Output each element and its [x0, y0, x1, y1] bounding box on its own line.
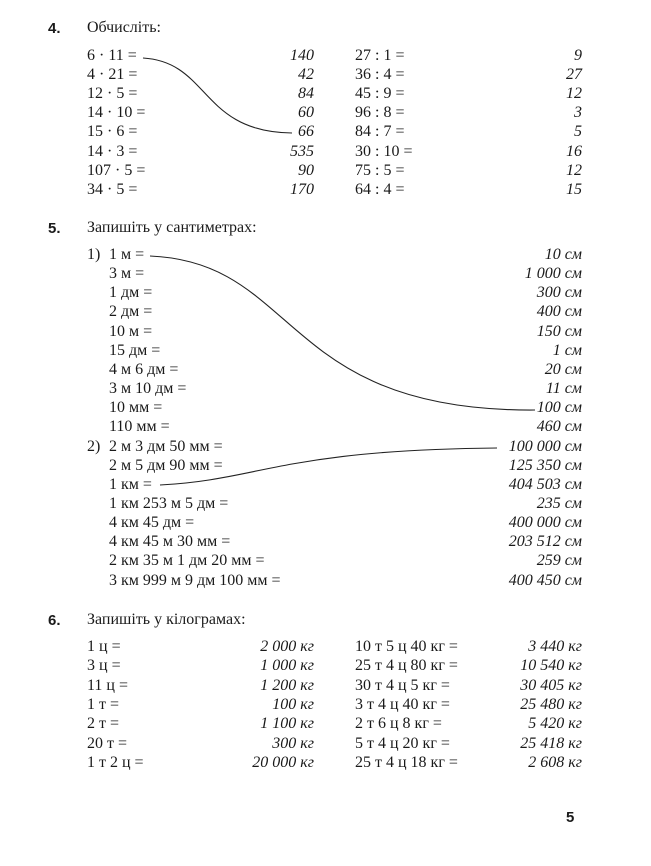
expression: 10 мм =	[109, 399, 163, 417]
answer: 9	[574, 47, 582, 64]
answer: 5 420 кг	[528, 715, 582, 733]
answer: 203 512 см	[508, 533, 582, 551]
expression: 15 дм =	[109, 341, 161, 359]
expression: 1 т =	[87, 695, 120, 713]
expression: 12 · 5 =	[87, 85, 138, 103]
expression: 2 т =	[87, 715, 120, 733]
answer: 11 см	[545, 380, 582, 398]
answer: 25 418 кг	[520, 734, 582, 752]
answer: 3 440 кг	[528, 638, 582, 655]
answer: 1 см	[552, 341, 582, 359]
expression: 1 км =	[109, 475, 152, 493]
answer: 300 см	[536, 284, 582, 302]
expression: 75 : 5 =	[355, 161, 405, 179]
expression: 84 : 7 =	[355, 123, 405, 141]
task-5-part-2-label: 2)	[87, 438, 101, 455]
expression: 64 : 4 =	[355, 180, 405, 198]
answer: 1 100 кг	[260, 715, 314, 733]
answer: 150 см	[536, 322, 582, 340]
answer: 400 см	[536, 303, 582, 321]
answer: 20 см	[544, 360, 582, 378]
answer: 2 000 кг	[260, 638, 314, 655]
expression: 107 · 5 =	[87, 161, 146, 179]
expression: 5 т 4 ц 20 кг =	[355, 734, 450, 752]
task-4-title: Обчисліть:	[87, 19, 161, 36]
answer: 140	[290, 47, 314, 64]
expression: 45 : 9 =	[355, 85, 405, 103]
expression: 1 м =	[109, 246, 145, 263]
answer: 90	[298, 161, 314, 179]
expression: 110 мм =	[109, 418, 170, 436]
expression: 14 · 3 =	[87, 142, 138, 160]
answer: 84	[298, 85, 314, 103]
expression: 3 км 999 м 9 дм 100 мм =	[109, 571, 281, 589]
expression: 36 : 4 =	[355, 66, 405, 84]
answer: 10 540 кг	[520, 657, 582, 675]
task-5-part-1-label: 1)	[87, 246, 101, 263]
expression: 30 : 10 =	[355, 142, 413, 160]
answer: 66	[298, 123, 314, 141]
task-5-number: 5.	[48, 220, 61, 237]
answer: 125 350 см	[508, 456, 582, 474]
page-number: 5	[566, 809, 575, 826]
task-6-number: 6.	[48, 612, 61, 629]
answer: 3	[574, 104, 582, 122]
expression: 3 т 4 ц 40 кг =	[355, 695, 450, 713]
answer: 259 см	[536, 552, 582, 570]
expression: 2 т 6 ц 8 кг =	[355, 715, 442, 733]
answer: 100 кг	[272, 695, 314, 713]
expression: 1 т 2 ц =	[87, 753, 144, 771]
answer: 404 503 см	[508, 475, 582, 493]
expression: 6 · 11 =	[87, 47, 137, 64]
answer: 16	[566, 142, 582, 160]
expression: 10 м =	[109, 322, 153, 340]
expression: 2 дм =	[109, 303, 153, 321]
answer: 1 000 см	[524, 265, 582, 283]
expression: 2 км 35 м 1 дм 20 мм =	[109, 552, 265, 570]
expression: 1 км 253 м 5 дм =	[109, 494, 229, 512]
expression: 3 м =	[109, 265, 145, 283]
answer: 2 608 кг	[528, 753, 582, 771]
answer: 12	[566, 161, 582, 179]
expression: 1 дм =	[109, 284, 153, 302]
answer: 27	[566, 66, 582, 84]
expression: 10 т 5 ц 40 кг =	[355, 638, 458, 655]
answer: 1 200 кг	[260, 676, 314, 694]
task-4-number: 4.	[48, 20, 61, 37]
answer: 100 000 см	[508, 437, 582, 455]
expression: 4 км 45 м 30 мм =	[109, 533, 231, 551]
answer: 460 см	[536, 418, 582, 436]
answer: 42	[298, 66, 314, 84]
expression: 20 т =	[87, 734, 128, 752]
expression: 11 ц =	[87, 676, 128, 694]
expression: 2 м 5 дм 90 мм =	[109, 456, 223, 474]
expression: 96 : 8 =	[355, 104, 405, 122]
expression: 30 т 4 ц 5 кг =	[355, 676, 450, 694]
answer: 5	[574, 123, 582, 141]
expression: 25 т 4 ц 80 кг =	[355, 657, 458, 675]
answer: 20 000 кг	[252, 753, 314, 771]
expression: 14 · 10 =	[87, 104, 146, 122]
answer: 170	[290, 180, 314, 198]
answer: 60	[298, 104, 314, 122]
expression: 27 : 1 =	[355, 47, 405, 64]
connector-task-4	[143, 58, 292, 133]
answer: 1 000 кг	[260, 657, 314, 675]
expression: 3 м 10 дм =	[109, 380, 187, 398]
answer: 100 см	[536, 399, 582, 417]
answer: 30 405 кг	[520, 676, 582, 694]
answer: 535	[290, 142, 314, 160]
answer: 15	[566, 180, 582, 198]
connector-task-5-part-1	[150, 256, 535, 410]
answer: 12	[566, 85, 582, 103]
expression: 15 · 6 =	[87, 123, 138, 141]
expression: 4 · 21 =	[87, 66, 138, 84]
task-5-title: Запишіть у сантиметрах:	[87, 219, 257, 236]
expression: 4 км 45 дм =	[109, 514, 195, 532]
answer: 10 см	[544, 246, 582, 263]
answer: 400 000 см	[508, 514, 582, 532]
expression: 3 ц =	[87, 657, 121, 675]
answer: 400 450 см	[508, 571, 582, 589]
expression: 4 м 6 дм =	[109, 360, 179, 378]
expression: 2 м 3 дм 50 мм =	[109, 437, 223, 455]
answer: 235 см	[536, 494, 582, 512]
expression: 25 т 4 ц 18 кг =	[355, 753, 458, 771]
connector-task-5-part-2	[160, 448, 497, 485]
answer: 300 кг	[272, 734, 314, 752]
task-6-title: Запишіть у кілограмах:	[87, 611, 246, 628]
answer: 25 480 кг	[520, 695, 582, 713]
expression: 34 · 5 =	[87, 180, 138, 198]
expression: 1 ц =	[87, 638, 121, 655]
